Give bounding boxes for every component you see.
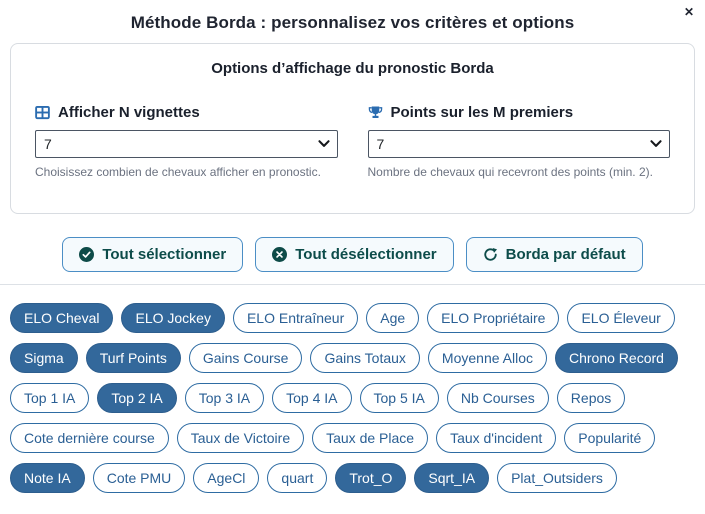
points-helper: Nombre de chevaux qui recevront des points (min. 2). bbox=[367, 165, 653, 179]
criteria-chip-taux-d-incident[interactable]: Taux d'incident bbox=[436, 423, 556, 453]
select-all-button[interactable] bbox=[62, 237, 243, 272]
check-circle-icon bbox=[79, 247, 94, 262]
criteria-chip-gains-totaux[interactable]: Gains Totaux bbox=[310, 343, 419, 373]
criteria-chip-nb-courses[interactable]: Nb Courses bbox=[447, 383, 549, 413]
criteria-chip-moyenne-alloc[interactable]: Moyenne Alloc bbox=[428, 343, 547, 373]
deselect-all-label: Tout désélectionner bbox=[295, 246, 437, 263]
vignettes-helper: Choisissez combien de chevaux afficher en pronostic. bbox=[35, 165, 321, 179]
criteria-chip-sigma[interactable]: Sigma bbox=[10, 343, 78, 373]
vignettes-field bbox=[35, 104, 338, 179]
trophy-icon bbox=[368, 105, 383, 120]
criteria-chip-cote-pmu[interactable]: Cote PMU bbox=[93, 463, 186, 493]
criteria-chip-top-2-ia[interactable]: Top 2 IA bbox=[97, 383, 176, 413]
points-select[interactable] bbox=[368, 130, 671, 158]
points-label-text: Points sur les M premiers bbox=[390, 104, 574, 121]
criteria-chip-top-1-ia[interactable]: Top 1 IA bbox=[10, 383, 89, 413]
vignettes-label-text: Afficher N vignettes bbox=[58, 104, 200, 121]
refresh-icon bbox=[483, 247, 498, 262]
criteria-chip-elo-leveur[interactable]: ELO Éleveur bbox=[567, 303, 674, 333]
points-label bbox=[368, 104, 671, 121]
criteria-chip-trot-o[interactable]: Trot_O bbox=[335, 463, 406, 493]
criteria-chip-popularit-[interactable]: Popularité bbox=[564, 423, 655, 453]
criteria-chip-taux-de-victoire[interactable]: Taux de Victoire bbox=[177, 423, 304, 453]
points-field bbox=[368, 104, 671, 179]
criteria-chip-elo-jockey[interactable]: ELO Jockey bbox=[121, 303, 224, 333]
criteria-chip-elo-entra-neur[interactable]: ELO Entraîneur bbox=[233, 303, 358, 333]
criteria-chip-elo-cheval[interactable]: ELO Cheval bbox=[10, 303, 113, 333]
criteria-chip-repos[interactable]: Repos bbox=[557, 383, 625, 413]
criteria-chip-agecl[interactable]: AgeCl bbox=[193, 463, 259, 493]
display-options-panel bbox=[10, 43, 695, 214]
criteria-chip-turf-points[interactable]: Turf Points bbox=[86, 343, 181, 373]
criteria-chip-top-4-ia[interactable]: Top 4 IA bbox=[272, 383, 351, 413]
vignettes-select[interactable] bbox=[35, 130, 338, 158]
criteria-chip-gains-course[interactable]: Gains Course bbox=[189, 343, 303, 373]
reset-default-button[interactable] bbox=[466, 237, 643, 272]
criteria-chip-sqrt-ia[interactable]: Sqrt_IA bbox=[414, 463, 489, 493]
criteria-chip-elo-propri-taire[interactable]: ELO Propriétaire bbox=[427, 303, 559, 333]
criteria-chip-plat-outsiders[interactable]: Plat_Outsiders bbox=[497, 463, 617, 493]
modal-title: Méthode Borda : personnalisez vos critères et options bbox=[130, 13, 575, 32]
grid-icon bbox=[35, 105, 50, 120]
criteria-chip-taux-de-place[interactable]: Taux de Place bbox=[312, 423, 428, 453]
criteria-chip-quart[interactable]: quart bbox=[267, 463, 327, 493]
panel-title: Options d’affichage du pronostic Borda bbox=[211, 60, 494, 77]
select-all-label: Tout sélectionner bbox=[102, 246, 227, 263]
close-icon[interactable]: ✕ bbox=[683, 5, 694, 19]
criteria-chip-age[interactable]: Age bbox=[366, 303, 419, 333]
bulk-actions bbox=[0, 237, 705, 272]
vignettes-label bbox=[35, 104, 338, 121]
criteria-chips bbox=[0, 285, 705, 493]
criteria-chip-cote-derni-re-course[interactable]: Cote dernière course bbox=[10, 423, 169, 453]
deselect-all-button[interactable] bbox=[255, 237, 453, 272]
reset-default-label: Borda par défaut bbox=[505, 246, 626, 263]
criteria-chip-chrono-record[interactable]: Chrono Record bbox=[555, 343, 678, 373]
criteria-chip-top-5-ia[interactable]: Top 5 IA bbox=[360, 383, 439, 413]
criteria-chip-note-ia[interactable]: Note IA bbox=[10, 463, 85, 493]
x-circle-icon bbox=[272, 247, 287, 262]
criteria-chip-top-3-ia[interactable]: Top 3 IA bbox=[185, 383, 264, 413]
